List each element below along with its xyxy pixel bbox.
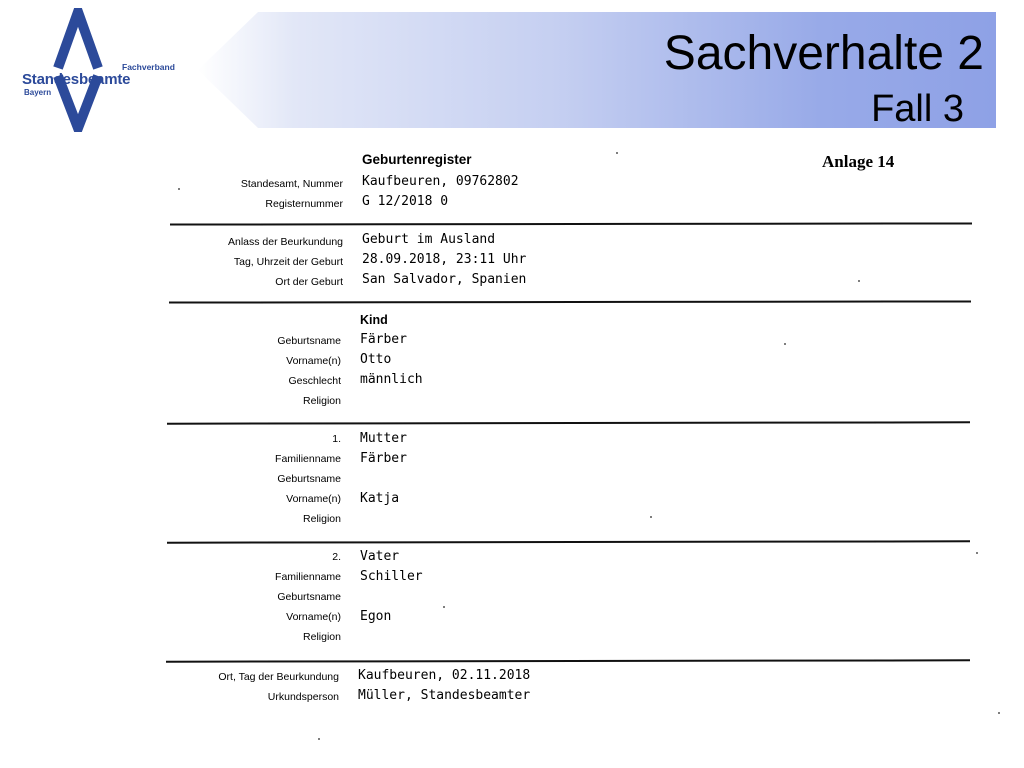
scan-speck — [858, 280, 860, 282]
label-anlass: Anlass der Beurkundung — [228, 236, 343, 248]
value-vater-familienname: Schiller — [360, 569, 423, 584]
scan-speck — [616, 152, 618, 154]
value-ort-tag-beurkundung: Kaufbeuren, 02.11.2018 — [358, 668, 531, 683]
slide-title: Sachverhalte 2 — [663, 27, 984, 80]
label-mutter-geburtsname: Geburtsname — [277, 473, 341, 485]
scan-speck — [443, 606, 445, 608]
label-registernummer: Registernummer — [265, 198, 343, 210]
value-anlass: Geburt im Ausland — [362, 232, 496, 247]
scan-speck — [784, 343, 786, 345]
label-mutter-familienname: Familienname — [275, 453, 341, 465]
value-urkundsperson: Müller, Standesbeamter — [358, 688, 531, 703]
label-mutter-vorname: Vorname(n) — [286, 493, 341, 505]
scan-speck — [178, 188, 180, 190]
logo-fachverband-text: Fachverband — [122, 62, 175, 72]
label-kind-religion: Religion — [303, 395, 341, 407]
divider — [166, 659, 970, 662]
birth-register-document — [0, 140, 1024, 768]
value-mutter-familienname: Färber — [360, 451, 407, 466]
label-vater-familienname: Familienname — [275, 571, 341, 583]
scan-speck — [318, 738, 320, 740]
value-tag-uhrzeit: 28.09.2018, 23:11 Uhr — [362, 252, 527, 267]
value-ort-geburt: San Salvador, Spanien — [362, 272, 527, 287]
scan-speck — [998, 712, 1000, 714]
section-vater-title: Vater — [360, 549, 400, 564]
value-kind-geburtsname: Färber — [360, 332, 407, 347]
label-kind-geburtsname: Geburtsname — [277, 335, 341, 347]
vater-number: 2. — [332, 551, 341, 563]
label-mutter-religion: Religion — [303, 513, 341, 525]
value-kind-vorname: Otto — [360, 352, 392, 367]
annex-label: Anlage 14 — [822, 152, 895, 171]
divider — [167, 540, 970, 543]
value-vater-vorname: Egon — [360, 609, 392, 624]
divider — [167, 421, 970, 424]
section-kind-title: Kind — [360, 313, 388, 327]
label-vater-vorname: Vorname(n) — [286, 611, 341, 623]
label-tag-uhrzeit: Tag, Uhrzeit der Geburt — [233, 256, 343, 268]
label-vater-religion: Religion — [303, 631, 341, 643]
divider — [169, 300, 971, 303]
label-ort-tag-beurkundung: Ort, Tag der Beurkundung — [218, 671, 339, 683]
label-vater-geburtsname: Geburtsname — [277, 591, 341, 603]
fachverband-logo — [18, 8, 175, 132]
value-kind-geschlecht: männlich — [360, 372, 423, 387]
register-heading: Geburtenregister — [362, 152, 472, 167]
label-ort-geburt: Ort der Geburt — [275, 276, 343, 288]
scan-speck — [976, 552, 978, 554]
logo-standesbeamte-text: Standesbeamte — [22, 71, 131, 88]
label-kind-geschlecht: Geschlecht — [288, 375, 341, 387]
label-kind-vorname: Vorname(n) — [286, 355, 341, 367]
scan-speck — [650, 516, 652, 518]
value-standesamt: Kaufbeuren, 09762802 — [362, 174, 519, 189]
divider — [170, 222, 972, 225]
value-registernummer: G 12/2018 0 — [362, 194, 449, 209]
label-urkundsperson: Urkundsperson — [267, 691, 339, 703]
logo-bayern-text: Bayern — [24, 88, 52, 97]
section-mutter-title: Mutter — [360, 431, 407, 446]
value-mutter-vorname: Katja — [360, 491, 400, 506]
slide-subtitle: Fall 3 — [871, 88, 964, 130]
mutter-number: 1. — [332, 433, 341, 445]
label-standesamt: Standesamt, Nummer — [240, 178, 343, 190]
